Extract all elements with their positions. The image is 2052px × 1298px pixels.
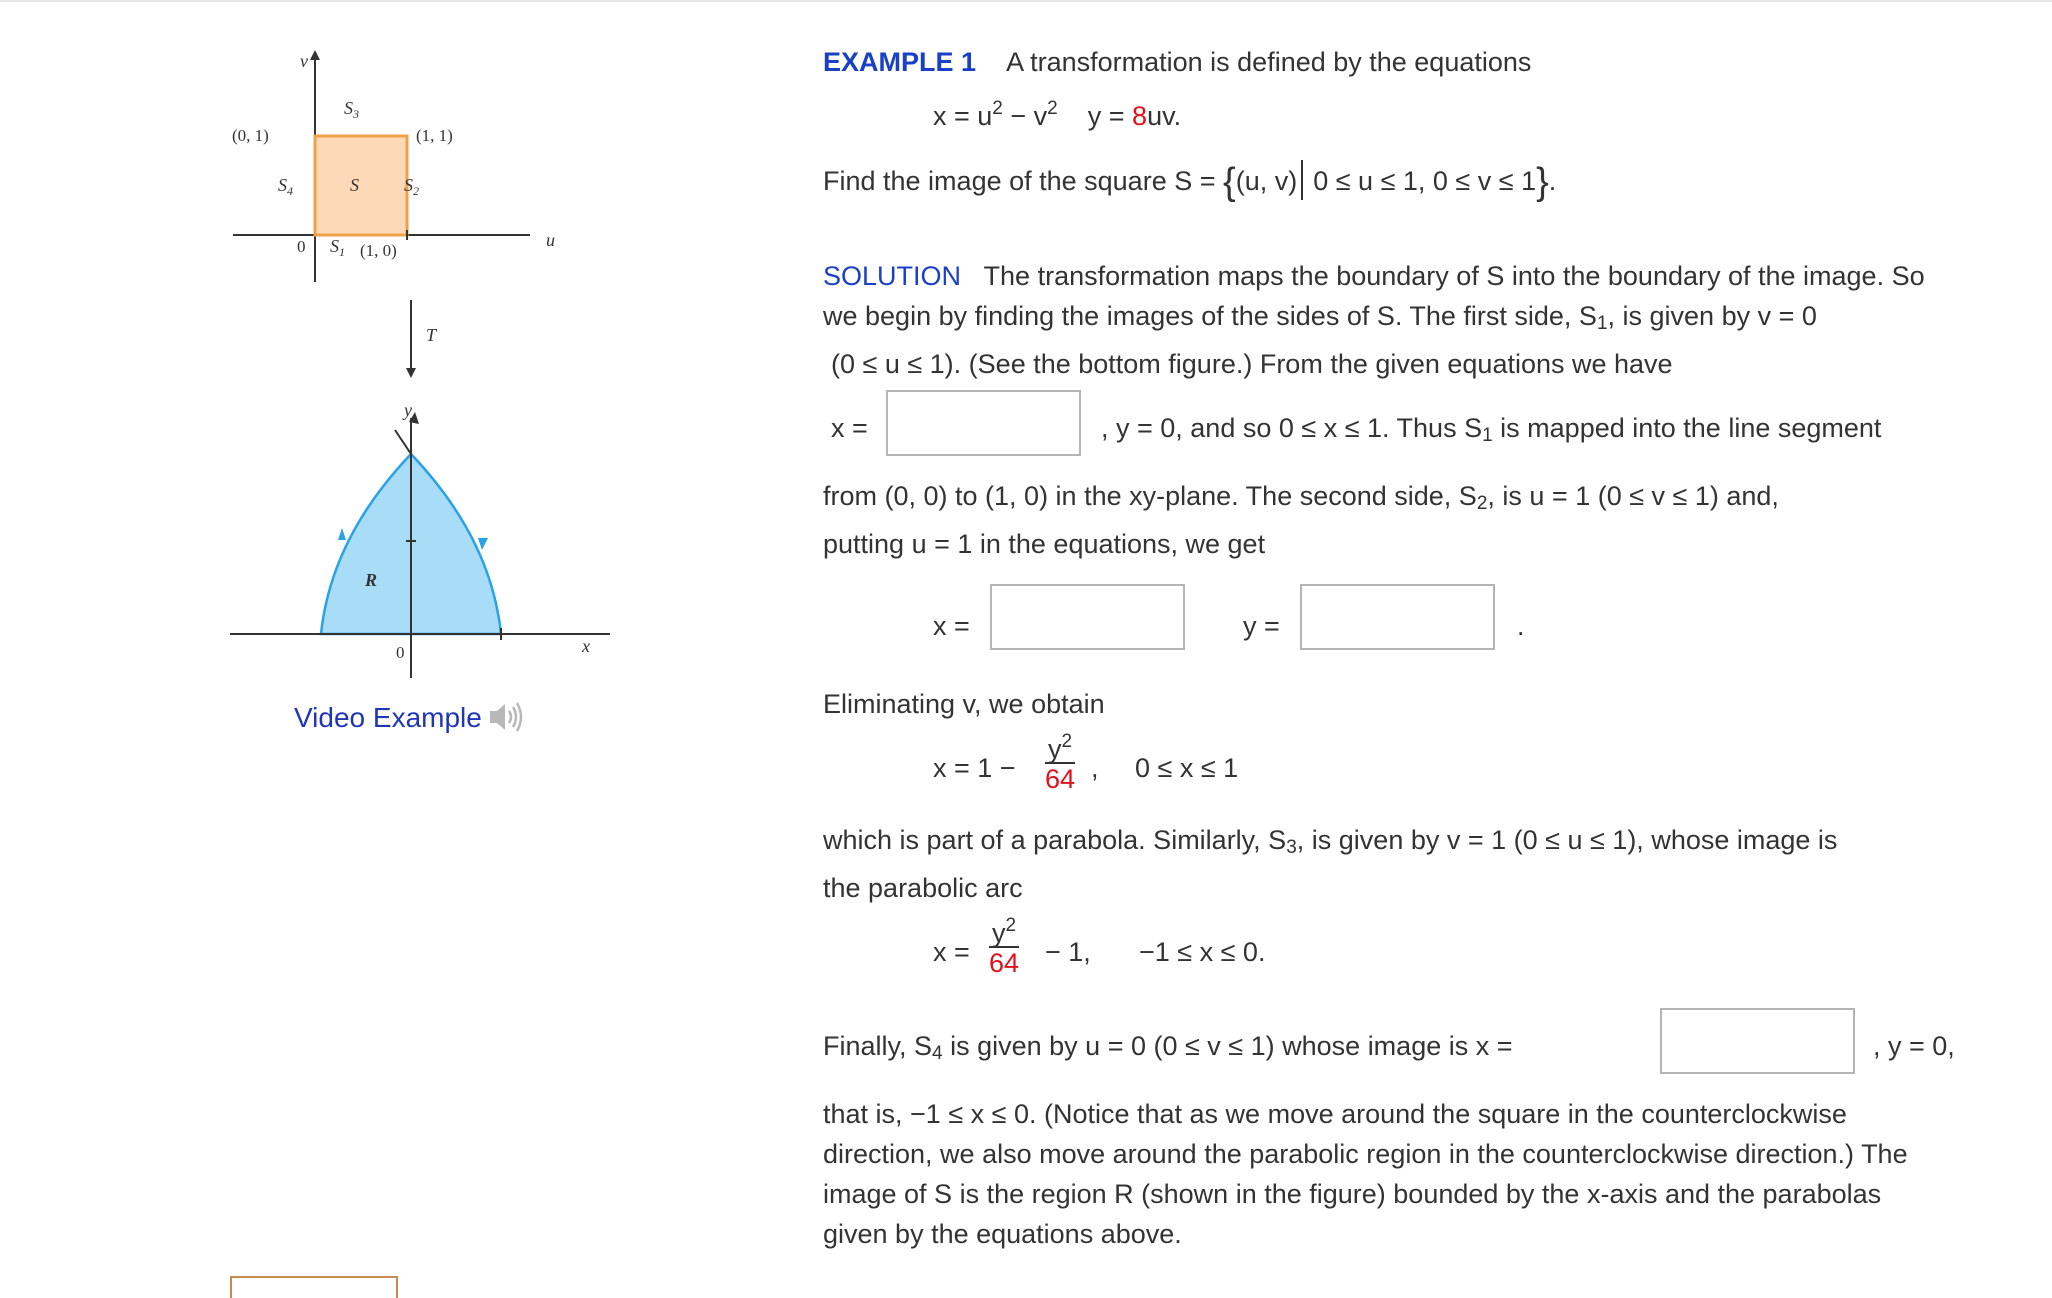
side-s1-label: $S_1$ xyxy=(330,236,345,259)
answer-box-3[interactable] xyxy=(1300,584,1495,650)
solution-line-1: SOLUTION The transformation maps the boundary of S into the boundary of the image. So xyxy=(823,261,1925,291)
answer-box-2[interactable] xyxy=(990,584,1185,650)
solution-line-16: image of S is the region R (shown in the figure) bounded by the x-axis and the parabolas xyxy=(823,1179,1882,1209)
video-example-link[interactable]: Video Example xyxy=(294,702,482,733)
answer-box-1[interactable] xyxy=(886,390,1081,456)
region-r-label: R xyxy=(365,570,378,590)
solution-line-3: (0 ≤ u ≤ 1). (See the bottom figure.) From the given equations we have xyxy=(831,349,1673,379)
figure-column xyxy=(0,0,800,1284)
period: . xyxy=(1517,611,1525,641)
square-label: S xyxy=(350,175,359,195)
point-1-0: (1, 0) xyxy=(360,241,397,260)
side-s2-label: $S_2$ xyxy=(404,175,419,198)
y-axis-label: y xyxy=(404,400,412,420)
comma: , xyxy=(1091,753,1099,783)
find-statement: Find the image of the square S = {(u, v) 0 ≤ u ≤ 1, 0 ≤ v ≤ 1}. xyxy=(823,161,1557,203)
example-heading xyxy=(823,42,1531,82)
x-axis-label: x xyxy=(582,636,590,656)
v-axis-label: v xyxy=(300,51,308,71)
x-equals-label-2: x = xyxy=(933,611,970,641)
transformation-equations: $x = u^2 - v^2$ y = 8uv. xyxy=(933,98,1182,131)
side-s3-label: $S_3$ xyxy=(344,98,359,121)
solution-line-13: Finally, $S_4$ is given by u = 0 (0 ≤ v ≤ 1) whose image is x = xyxy=(823,1031,1513,1064)
solution-line-11: the parabolic arc xyxy=(823,873,1023,903)
solution-line-6: putting u = 1 in the equations, we get xyxy=(823,529,1266,559)
xy-plane xyxy=(230,400,610,678)
solution-line-17: given by the equations above. xyxy=(823,1219,1182,1249)
solution-line-2: we begin by finding the images of the sides of S. The first side, $S_1$, is given by v = 0 xyxy=(823,301,1817,334)
side-s4-label: $S_4$ xyxy=(278,175,293,198)
solution-label: SOLUTION xyxy=(823,261,962,291)
point-1-1: (1, 1) xyxy=(416,126,453,145)
uv-origin: 0 xyxy=(297,237,306,256)
x-equals-label-1: x = xyxy=(831,413,868,443)
coefficient-8: 8 xyxy=(1132,101,1148,131)
parabola-eq-1-range: 0 ≤ x ≤ 1 xyxy=(1135,753,1239,783)
solution-line-10: which is part of a parabola. Similarly, $S_3$, is given by v = 1 (0 ≤ u ≤ 1), whose image is xyxy=(823,825,1838,858)
bottom-button-edge[interactable] xyxy=(230,1276,398,1298)
y-equals-label: y = xyxy=(1243,611,1280,641)
example-label: EXAMPLE 1 xyxy=(823,47,977,77)
arrow-t-label: T xyxy=(426,325,437,345)
solution-line-15: direction, we also move around the parabolic region in the counterclockwise direction.) The xyxy=(823,1139,1908,1169)
solution-line-5: from (0, 0) to (1, 0) in the xy-plane. The second side, $S_2$, is u = 1 (0 ≤ v ≤ 1) and, xyxy=(823,481,1779,514)
u-axis-label: u xyxy=(546,230,555,250)
parabola-eq-2-range: −1 ≤ x ≤ 0. xyxy=(1139,937,1266,967)
example-intro: A transformation is defined by the equations xyxy=(1006,47,1532,77)
speaker-icon[interactable] xyxy=(488,700,524,734)
fraction-y2-over-64-a: $\frac{y^2}{64}$ xyxy=(1045,731,1076,794)
parabola-eq-2-tail: − 1, xyxy=(1045,937,1091,967)
transformation-figure xyxy=(230,50,610,690)
solution-line-14: that is, −1 ≤ x ≤ 0. (Notice that as we move around the square in the counterclockwise xyxy=(823,1099,1847,1129)
solution-line-4: , y = 0, and so 0 ≤ x ≤ 1. Thus $S_1$ is mapped into the line segment xyxy=(1101,413,1882,446)
answer-box-4[interactable] xyxy=(1660,1008,1855,1074)
parabola-eq-1-lhs: x = 1 − xyxy=(933,753,1016,783)
transformation-arrow xyxy=(406,300,438,378)
fraction-y2-over-64-b: $\frac{y^2}{64}$ xyxy=(989,915,1020,978)
solution-line-13-end: , y = 0, xyxy=(1873,1031,1955,1061)
point-0-1: (0, 1) xyxy=(232,126,269,145)
uv-plane xyxy=(232,50,555,282)
solution-line-8: Eliminating v, we obtain xyxy=(823,689,1105,719)
xy-origin: 0 xyxy=(396,643,405,662)
parabola-eq-2-lhs: x = xyxy=(933,937,970,967)
